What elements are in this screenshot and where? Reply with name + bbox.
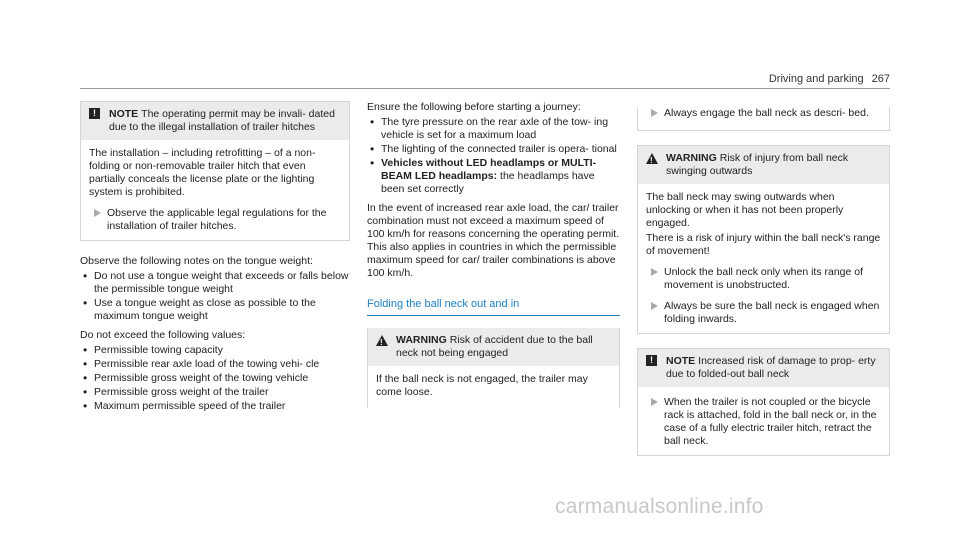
warning-header: [368, 328, 619, 366]
header-rule: [80, 88, 890, 89]
list-item: • The lighting of the connected trailer is opera- tional: [367, 143, 620, 156]
list-item: • The tyre pressure on the rear axle of the tow- ing vehicle is set for a maximum load: [367, 116, 620, 142]
header-section: Driving and parking: [768, 73, 864, 85]
note-label: NOTE: [666, 355, 696, 367]
list-item: [367, 157, 620, 196]
warning-box-engaged: [367, 328, 620, 408]
warning-icon: [646, 153, 658, 164]
note-body-text: The installation – including retrofitting – of a non-folding or non-removable trailer hitch that even partially conceals the license plate or the lighting system is prohibited.: [89, 147, 316, 198]
limits-intro: Do not exceed the following values:: [80, 329, 246, 341]
note-icon: !: [646, 355, 657, 366]
note-body: [638, 387, 889, 455]
list-item: • Permissible gross weight of the towing vehicle: [80, 372, 350, 385]
list-item: • Maximum permissible speed of the trailer: [80, 400, 350, 413]
list-item: • Permissible towing capacity: [80, 344, 350, 357]
warning-continuation: [637, 107, 890, 131]
continued-action: Always engage the ball neck as descri- bed.: [646, 107, 881, 120]
list-item: • Use a tongue weight as close as possible to the maximum tongue weight: [80, 297, 350, 323]
warning-icon: [376, 335, 388, 346]
column-1: [80, 101, 350, 419]
note-action: Observe the applicable legal regulations for the installation of trailer hitches.: [89, 207, 341, 233]
warning-label: WARNING: [396, 334, 447, 346]
journey-list: [367, 116, 620, 196]
list-item-bold: Vehicles without LED headlamps or MULTI- BEAM LED headlamps:: [381, 157, 597, 182]
warning-body-text: If the ball neck is not engaged, the trailer may come loose.: [376, 373, 588, 398]
warning-action: Always be sure the ball neck is engaged when folding inwards.: [646, 300, 881, 326]
tongue-weight-intro: Observe the following notes on the tongue weight:: [80, 255, 313, 267]
note-icon: !: [89, 108, 100, 119]
note-label: NOTE: [109, 108, 139, 120]
note-text: Increased risk of damage to prop- erty due to folded-out ball neck: [666, 355, 876, 380]
warning-body-text: There is a risk of injury within the ball neck's range of movement!: [646, 232, 881, 257]
column-2: [367, 101, 620, 408]
note-action: When the trailer is not coupled or the bicycle rack is attached, fold in the ball neck or, in the case of a fully electric trailer hitch, retract the ball neck.: [646, 396, 881, 448]
warning-body: [638, 184, 889, 333]
tongue-weight-list: [80, 270, 350, 323]
warning-action: Unlock the ball neck only when its range of movement is unobstructed.: [646, 266, 881, 292]
column-3: [637, 101, 890, 456]
note-text: The operating permit may be invali- dated due to the illegal installation of trailer hitches: [109, 108, 335, 133]
list-item: • Permissible gross weight of the trailer: [80, 386, 350, 399]
running-header: [769, 73, 890, 86]
list-item: • Permissible rear axle load of the towing vehi- cle: [80, 358, 350, 371]
note-body: [81, 140, 349, 240]
watermark: carmanualsonline.info: [555, 495, 764, 518]
note-box-installation: [80, 101, 350, 241]
note-header: [638, 349, 889, 387]
warning-body: [368, 366, 619, 408]
section-title: Folding the ball neck out and in: [367, 298, 620, 316]
warning-label: WARNING: [666, 152, 717, 164]
warning-body-text: The ball neck may swing outwards when unlocking or when it has not been properly engaged.: [646, 191, 844, 229]
note-box-damage: [637, 348, 890, 456]
warning-box-swing: [637, 145, 890, 334]
warning-header: [638, 146, 889, 184]
limits-list: [80, 344, 350, 413]
list-item: • Do not use a tongue weight that exceeds or falls below the permissible tongue weight: [80, 270, 350, 296]
page-number: 267: [871, 73, 890, 85]
list-item-text: the headlamps have been set correctly: [381, 170, 595, 195]
journey-intro: Ensure the following before starting a journey:: [367, 101, 581, 113]
warning-text: Risk of accident due to the ball neck not being engaged: [396, 334, 593, 359]
warning-text: Risk of injury from ball neck swinging outwards: [666, 152, 849, 177]
speed-paragraph: In the event of increased rear axle load, the car/ trailer combination must not exceed a maximum speed of 100 km/h for reasons concerning the operating permit. This also applies in countries in which the permissible maximum speed for car/ trailer combinations is above 100 km/h.: [367, 202, 620, 279]
note-header: [81, 102, 349, 140]
